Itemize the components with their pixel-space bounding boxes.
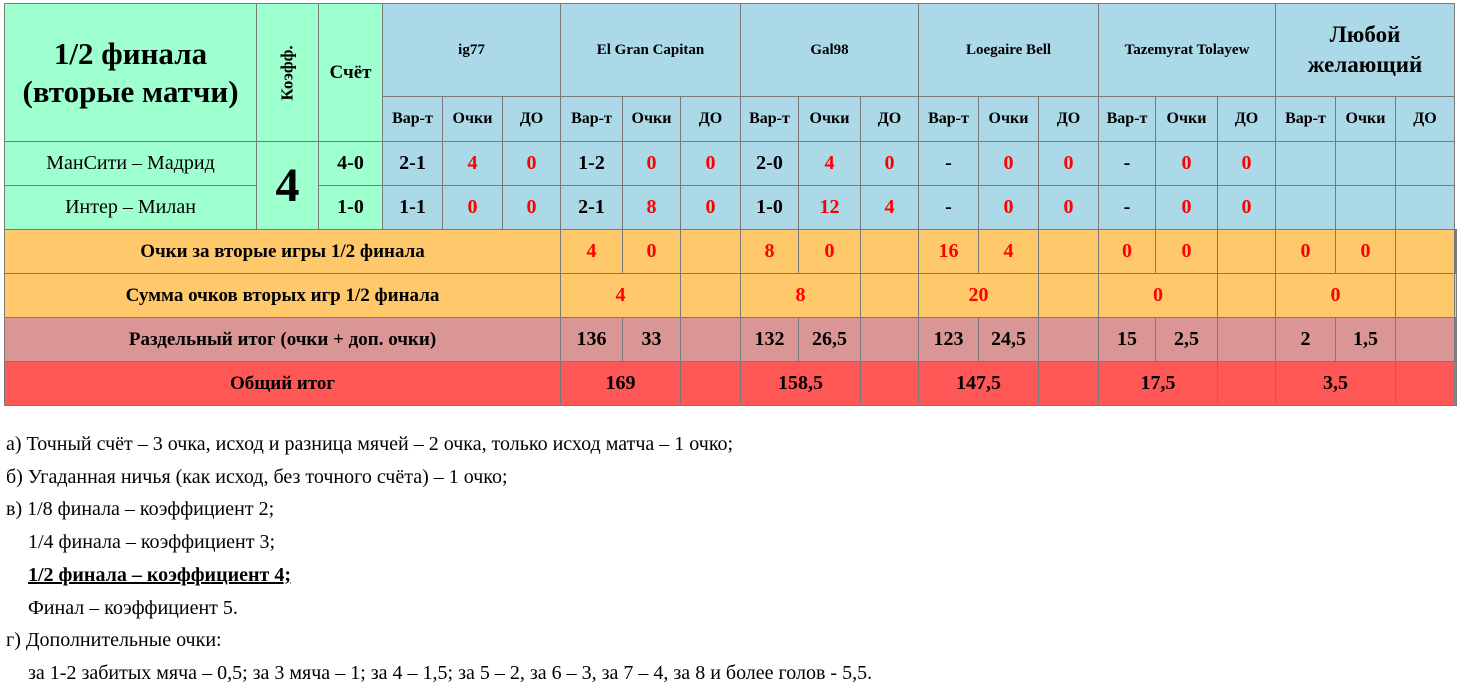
pick-points: 0: [979, 186, 1039, 230]
points-value: 0: [1099, 230, 1156, 274]
total-row-label: Общий итог: [5, 362, 561, 406]
sum-value: 0: [1276, 274, 1396, 318]
pick-var: 2-1: [561, 186, 623, 230]
spacer-cell: [1039, 274, 1099, 318]
spacer-cell: [861, 230, 919, 274]
pick-points: 0: [1156, 142, 1218, 186]
do-value: 4: [979, 230, 1039, 274]
pick-do: [1396, 142, 1455, 186]
player-header-any: Любой желающий: [1276, 4, 1455, 97]
split-row-label: Раздельный итог (очки + доп. очки): [5, 318, 561, 362]
subheader-points: Очки: [623, 97, 681, 142]
pick-points: 8: [623, 186, 681, 230]
rule-coef-1-4: 1/4 финала – коэффициент 3;: [28, 531, 276, 554]
subheader-points: Очки: [1156, 97, 1218, 142]
rule-exact-score: а) Точный счёт – 3 очка, исход и разница мячей – 2 очка, только исход матча – 1 очко;: [6, 433, 734, 455]
pick-var: 2-1: [383, 142, 443, 186]
subheader-do: ДО: [1039, 97, 1099, 142]
spacer-cell: [681, 318, 741, 362]
subheader-points: Очки: [1336, 97, 1396, 142]
total-value: 158,5: [741, 362, 861, 406]
split-points: 136: [561, 318, 623, 362]
pick-do: 0: [1218, 186, 1276, 230]
match-name: Интер – Милан: [5, 186, 257, 230]
spacer-cell: [861, 362, 919, 406]
subheader-points: Очки: [443, 97, 503, 142]
total-value: [1455, 362, 1457, 406]
split-points: 123: [919, 318, 979, 362]
pick-do: 0: [681, 142, 741, 186]
split-do: 33: [623, 318, 681, 362]
split-points: 132: [741, 318, 799, 362]
coef-header: Коэфф.: [257, 4, 319, 142]
score-header: Счёт: [319, 4, 383, 142]
pick-do: 0: [503, 186, 561, 230]
match-name: МанСити – Мадрид: [5, 142, 257, 186]
scoring-rules: [6, 428, 872, 690]
subheader-do: ДО: [1218, 97, 1276, 142]
subheader-do: ДО: [861, 97, 919, 142]
do-value: 0: [623, 230, 681, 274]
pick-points: 12: [799, 186, 861, 230]
points-row-label: Очки за вторые игры 1/2 финала: [5, 230, 561, 274]
sum-value: 20: [919, 274, 1039, 318]
pick-var: -: [919, 186, 979, 230]
match-score: 4-0: [319, 142, 383, 186]
pick-do: 0: [503, 142, 561, 186]
player-header-gal98: Gal98: [741, 4, 919, 97]
pick-var: 2-0: [741, 142, 799, 186]
pick-do: 0: [681, 186, 741, 230]
split-do: [1456, 318, 1457, 362]
pick-points: [1336, 186, 1396, 230]
pick-points: [1336, 142, 1396, 186]
pick-do: 0: [1218, 142, 1276, 186]
split-do: 1,5: [1336, 318, 1396, 362]
do-value: 0: [1336, 230, 1396, 274]
sum-value: 0: [1099, 274, 1218, 318]
subheader-var: Вар-т: [1099, 97, 1156, 142]
spacer-cell: [1039, 318, 1099, 362]
player-header-tazemyrat-tolayew: Tazemyrat Tolayew: [1099, 4, 1276, 97]
spacer-cell: [861, 274, 919, 318]
pick-do: 0: [1039, 142, 1099, 186]
sum-row-label: Сумма очков вторых игр 1/2 финала: [5, 274, 561, 318]
spacer-cell: [1039, 362, 1099, 406]
rule-coef-1-2-current: 1/2 финала – коэффициент 4;: [28, 563, 291, 586]
pick-points: 4: [443, 142, 503, 186]
spacer-cell: [1396, 274, 1455, 318]
pick-var: -: [1099, 186, 1156, 230]
rule-extra-points-title: г) Дополнительные очки:: [6, 629, 222, 652]
split-points: 2: [1276, 318, 1336, 362]
do-value: [1456, 230, 1457, 274]
pick-var: 1-1: [383, 186, 443, 230]
sum-value: 8: [741, 274, 861, 318]
split-do: 2,5: [1156, 318, 1218, 362]
match-score: 1-0: [319, 186, 383, 230]
pick-var: -: [1099, 142, 1156, 186]
player-header-ig77: ig77: [383, 4, 561, 97]
rule-coef-1-8: в) 1/8 финала – коэффициент 2;: [6, 498, 275, 521]
do-value: 0: [799, 230, 861, 274]
points-value: 0: [1276, 230, 1336, 274]
subheader-do: ДО: [1396, 97, 1455, 142]
coefficient-value: 4: [257, 142, 319, 230]
player-header-loegaire-bell: Loegaire Bell: [919, 4, 1099, 97]
spacer-cell: [1039, 230, 1099, 274]
total-value: 17,5: [1099, 362, 1218, 406]
subheader-points: Очки: [799, 97, 861, 142]
spacer-cell: [681, 230, 741, 274]
total-value: 147,5: [919, 362, 1039, 406]
table-title: 1/2 финала (вторые матчи): [5, 4, 257, 142]
spacer-cell: [681, 274, 741, 318]
points-value: 8: [741, 230, 799, 274]
split-do: 24,5: [979, 318, 1039, 362]
split-do: 26,5: [799, 318, 861, 362]
subheader-var: Вар-т: [1276, 97, 1336, 142]
pick-points: 4: [799, 142, 861, 186]
pick-points: 0: [443, 186, 503, 230]
pick-do: 4: [861, 186, 919, 230]
pick-var: [1276, 142, 1336, 186]
spacer-cell: [1396, 318, 1455, 362]
pick-var: 1-2: [561, 142, 623, 186]
pick-var: 1-0: [741, 186, 799, 230]
sum-value: [1455, 274, 1457, 318]
rule-draw: б) Угаданная ничья (как исход, без точного счёта) – 1 очко;: [6, 465, 508, 488]
subheader-var: Вар-т: [741, 97, 799, 142]
subheader-var: Вар-т: [383, 97, 443, 142]
spacer-cell: [1218, 362, 1276, 406]
spacer-cell: [1396, 230, 1455, 274]
pick-do: 0: [1039, 186, 1099, 230]
pick-points: 0: [623, 142, 681, 186]
pick-do: [1396, 186, 1455, 230]
points-value: 4: [561, 230, 623, 274]
spacer-cell: [861, 318, 919, 362]
split-points: 15: [1099, 318, 1156, 362]
points-value: 16: [919, 230, 979, 274]
spacer-cell: [1218, 230, 1276, 274]
pick-var: -: [919, 142, 979, 186]
tournament-table: [4, 3, 1457, 406]
rule-extra-points-detail: за 1-2 забитых мяча – 0,5; за 3 мяча – 1; за 4 – 1,5; за 5 – 2, за 6 – 3, за 7 – 4, за 8 и более голов - 5,5.: [28, 661, 873, 684]
sum-value: 4: [561, 274, 681, 318]
pick-points: 0: [979, 142, 1039, 186]
pick-do: 0: [861, 142, 919, 186]
spacer-cell: [1218, 274, 1276, 318]
subheader-do: ДО: [503, 97, 561, 142]
subheader-points: Очки: [979, 97, 1039, 142]
player-header-el-gran-capitan: El Gran Capitan: [561, 4, 741, 97]
pick-points: 0: [1156, 186, 1218, 230]
do-value: 0: [1156, 230, 1218, 274]
subheader-var: Вар-т: [919, 97, 979, 142]
spacer-cell: [681, 362, 741, 406]
total-value: 169: [561, 362, 681, 406]
spacer-cell: [1218, 318, 1276, 362]
subheader-var: Вар-т: [561, 97, 623, 142]
rule-coef-final: Финал – коэффициент 5.: [28, 596, 238, 619]
spacer-cell: [1396, 362, 1455, 406]
total-value: 3,5: [1276, 362, 1396, 406]
pick-var: [1276, 186, 1336, 230]
subheader-do: ДО: [681, 97, 741, 142]
